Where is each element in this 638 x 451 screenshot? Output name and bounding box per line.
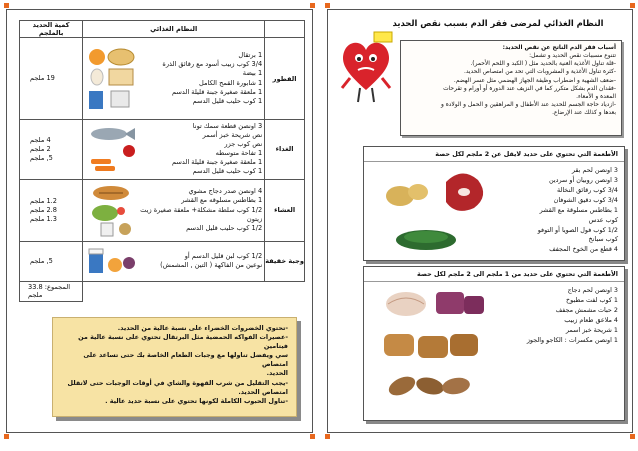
- info-panel: [327, 9, 633, 433]
- tip-line: الحديد.: [266, 369, 288, 378]
- food-list: [496, 282, 624, 416]
- iron-amount: 2.8 ملجم: [30, 205, 57, 214]
- corner-mark: [630, 3, 635, 8]
- iron-total: المجموع: 33.8 ملجم: [20, 281, 83, 301]
- meal-items: 3 اونصن قطعة سمك تونا نص شريحة خبز أسمر نص كوب جزر 1 تفاحة متوسطه 1 ملعقة صغيرة جبنة قليلة الدسم 1 كوب حليب قليل الدسم: [172, 122, 263, 176]
- tip-line: -تحتوي الخضروات الخضراء على نسبة عالية من الحديد.: [117, 324, 288, 332]
- meal-items: 1 برتقال 3/4 كوب زبيب أسود مع رقائق الذرة 1 بيضة 1 شابورة القمح الكامل 1 ملعقة صغيرة جبنة قليلة الدسم 1 كوب حليب قليل الدسم: [162, 51, 263, 105]
- dinner-food-image: [85, 183, 137, 237]
- breakfast-food-image: [85, 47, 137, 111]
- meal-name: وجبة خفيفة: [265, 241, 305, 281]
- list-item: 1 شريحة خبز اسمر: [565, 325, 618, 334]
- medium-iron-foods-image: [364, 282, 496, 416]
- high-iron-foods-image: [364, 162, 496, 262]
- iron-amount: 4 ملجم: [30, 135, 51, 144]
- cause-line: -ازدياد حاجة الجسم للحديد عند الأطفال و المراهقين و الحمل و الولادة و: [441, 101, 616, 108]
- box-title: الأطعمة التي تحتوي على حديد لايقل عن 2 ملجم لكل حصة: [364, 147, 624, 162]
- list-item: 1 بطاطس مسلوقة مع القشر: [539, 205, 618, 214]
- high-iron-foods-box: [363, 146, 625, 261]
- meal-name: العشاء: [265, 179, 305, 241]
- table-row: [20, 179, 305, 241]
- heart-mascot-icon: [338, 28, 394, 104]
- tip-line: -تناول الحبوب الكاملة لكونها تحتوي على نسبة حديد عالية .: [105, 396, 288, 405]
- corner-mark: [310, 3, 315, 8]
- meal-items: 1/2 كوب لبن قليل الدسم أو نوعين من الفاكهة ( التين , المشمش): [160, 251, 263, 270]
- meal-plan-table: [19, 20, 305, 302]
- table-row: [20, 38, 305, 120]
- meal-items: 4 اونصن صدر دجاج مشوي 1 بطاطس مسلوقه مع القشر 1/2 كوب سلطة مشكلة+ ملعقة صغيرة زيت زيتون 1/2 كوب حليب قليل الدسم: [140, 187, 263, 232]
- page-title: النظام الغذائي لمرضى فقر الدم بسبب نقص الحديد: [392, 18, 604, 28]
- list-item: 1 كوب لفت مطبوخ: [565, 295, 618, 304]
- cause-line: -قلة تناول الأغذية الغنية بالحديد مثل ( الكبد و اللحم الأحمر).: [470, 61, 616, 68]
- corner-mark: [325, 434, 330, 439]
- header-iron: كمية الحديد بالملجم: [20, 21, 83, 38]
- list-item: كوب سبانخ: [588, 235, 618, 244]
- cause-line: المعدة و الأمعاء.: [576, 93, 616, 100]
- cause-line: -كثرة تناول الأغذية و المشروبات التي تحد من امتصاص الحديد.: [463, 69, 616, 76]
- header-system: النظام الغذائي: [83, 21, 265, 38]
- box-title: الأطعمة التي تحتوي على حديد من 1 ملجم الى 2 ملجم لكل حصة: [364, 267, 624, 282]
- corner-mark: [325, 3, 330, 8]
- meal-name: الغداء: [265, 120, 305, 180]
- cause-line: بعدها و كذلك عند الإرضاع.: [552, 110, 616, 117]
- lunch-food-image: [85, 125, 137, 173]
- table-row: [20, 241, 305, 281]
- corner-mark: [4, 3, 9, 8]
- tip-line: -عصيرات الفواكه الحمضية مثل البرتقال تحتوي على نسبة عالية من فيتامين: [78, 333, 288, 351]
- iron-amount: 5, ملجم: [30, 256, 53, 265]
- causes-heading: أسباب فقر الدم الناتج عن نقص الحديد:: [502, 45, 616, 51]
- header-meal: [265, 21, 305, 38]
- list-item: 3/4 كوب دقيق الشوفان: [553, 195, 618, 204]
- meal-name: الفطور: [265, 38, 305, 120]
- meal-plan-panel: [6, 9, 313, 433]
- corner-mark: [310, 434, 315, 439]
- list-item: كوب عدس: [588, 215, 618, 224]
- list-item: 1/2 كوب فول الصويا أو التوفو: [537, 225, 618, 234]
- corner-mark: [4, 434, 9, 439]
- list-item: 3 اونصن روبيان أو سردين: [548, 175, 618, 184]
- tip-line: سي ويفضل تناولها مع وجبات الطعام الخاصة بك حتى تساعد على امتصاص: [83, 351, 288, 369]
- list-item: 4 قطع من الخوخ المجفف: [549, 245, 618, 254]
- cause-line: -ضعف الشهية و اضطراب وظيفة الجهاز الهضمي مثل عسر الهضم.: [453, 77, 616, 84]
- tip-line: -يجب التقليل من شرب القهوة والشاي في أوقات الوجبات حتى لاتقلل: [67, 378, 288, 387]
- list-item: 3 اونصن لحم بقر: [571, 166, 618, 174]
- medium-iron-foods-box: [363, 266, 625, 421]
- iron-amount: 1.3 ملجم: [30, 214, 57, 223]
- iron-tips-box: [52, 317, 297, 417]
- total-row: [20, 281, 305, 301]
- iron-amount: 19 ملجم: [30, 74, 55, 83]
- cause-line: -فقدان الدم بشكل متكرر كما في النزيف عند الدورة أو أورام و تقرحات: [443, 85, 616, 92]
- list-item: 3 اونصن لحم دجاج: [567, 286, 618, 294]
- table-header-row: [20, 21, 305, 38]
- food-list: [496, 162, 624, 262]
- list-item: 1 اونصن مكسرات : الكاجو والجوز: [526, 335, 618, 344]
- corner-mark: [630, 434, 635, 439]
- list-item: 4 ملاعق طعام زبيب: [564, 315, 618, 324]
- iron-amount: 2 ملجم: [30, 144, 51, 153]
- tip-line: امتصاص الحديد.: [238, 387, 288, 396]
- cause-line: تتنوع مسببات نقص الحديد و تشمل:: [529, 53, 616, 60]
- iron-amount: 1.2 ملجم: [30, 196, 57, 205]
- list-item: 3/4 كوب رقائق النخالة: [556, 185, 618, 194]
- causes-box: [400, 40, 622, 136]
- iron-amount: 5, ملجم: [30, 153, 53, 162]
- snack-food-image: [85, 245, 137, 277]
- table-row: [20, 120, 305, 180]
- list-item: 2 حبات مشمش مجفف: [555, 305, 618, 314]
